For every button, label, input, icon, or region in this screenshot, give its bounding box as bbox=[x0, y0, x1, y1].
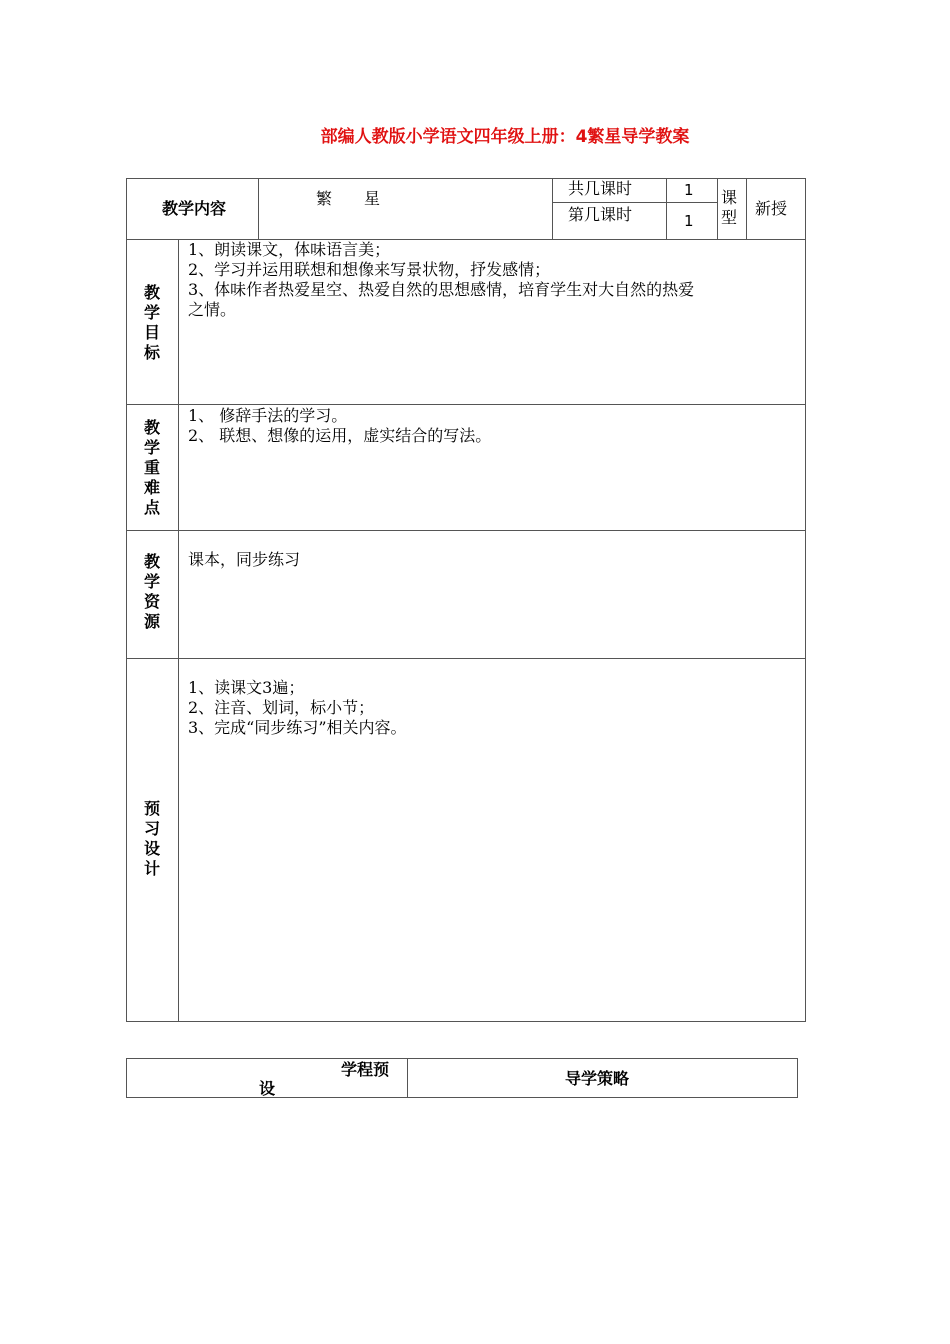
period-row-divider bbox=[552, 202, 717, 203]
objective-line: 2、学习并运用联想和想像来写景状物，抒发感情； bbox=[188, 260, 551, 279]
preview-line: 3、完成“同步练习”相关内容。 bbox=[188, 718, 407, 737]
lesson-name: 繁 星 bbox=[316, 189, 381, 208]
preview-content bbox=[188, 678, 407, 738]
section-label-key-points: 教学重难点 bbox=[143, 418, 160, 517]
label-col-divider bbox=[178, 239, 179, 1022]
objective-line: 之情。 bbox=[188, 300, 237, 319]
row-divider bbox=[126, 658, 806, 659]
resources-content bbox=[188, 550, 300, 570]
col-divider bbox=[258, 178, 259, 239]
total-periods-label: 共几课时 bbox=[568, 179, 633, 198]
process-col1-line1: 学程预 bbox=[341, 1060, 390, 1079]
type-value: 新授 bbox=[755, 199, 788, 218]
current-period-value: 1 bbox=[684, 212, 694, 230]
preview-line: 1、读课文3遍； bbox=[188, 678, 305, 697]
row-divider bbox=[126, 404, 806, 405]
section-label-preview: 预习设计 bbox=[143, 799, 160, 878]
document-title: 部编人教版小学语文四年级上册：4繁星导学教案 bbox=[320, 127, 690, 147]
key-point-line: 1、 修辞手法的学习。 bbox=[188, 406, 348, 425]
key-points-content bbox=[188, 406, 491, 446]
current-period-label: 第几课时 bbox=[568, 205, 633, 224]
objectives-content bbox=[188, 240, 694, 320]
row-divider bbox=[126, 530, 806, 531]
section-label-objectives: 教学目标 bbox=[143, 283, 160, 362]
section-label-resources: 教学资源 bbox=[143, 552, 160, 631]
objective-line: 1、朗读课文，体味语言美； bbox=[188, 240, 391, 259]
key-point-line: 2、 联想、想像的运用，虚实结合的写法。 bbox=[188, 426, 492, 445]
col-divider bbox=[666, 178, 667, 239]
col-divider bbox=[717, 178, 718, 239]
preview-line: 2、注音、划词，标小节； bbox=[188, 698, 375, 717]
objective-line: 3、体味作者热爱星空、热爱自然的思想感情，培育学生对大自然的热爱 bbox=[188, 280, 695, 299]
content-label: 教学内容 bbox=[162, 199, 227, 218]
process-col2-header: 导学策略 bbox=[565, 1069, 630, 1088]
process-col1-line2: 设 bbox=[259, 1079, 276, 1098]
process-col-divider bbox=[407, 1058, 408, 1098]
type-label: 课型 bbox=[721, 188, 738, 227]
col-divider bbox=[552, 178, 553, 239]
resource-line: 课本，同步练习 bbox=[188, 550, 301, 569]
total-periods-value: 1 bbox=[684, 181, 694, 199]
col-divider bbox=[746, 178, 747, 239]
process-table bbox=[126, 1058, 798, 1098]
